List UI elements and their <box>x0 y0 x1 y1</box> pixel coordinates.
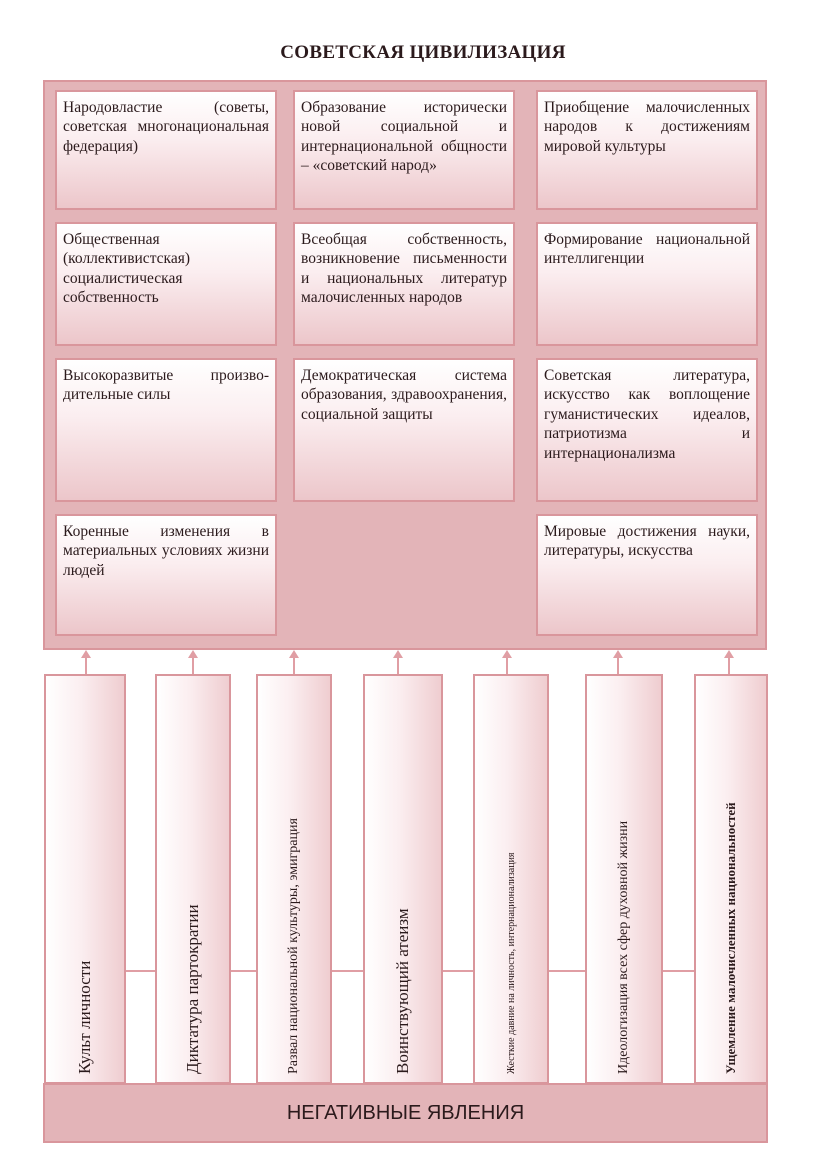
achievement-cell-c3r3: Советская литература, искусство как воплощение гуманистических идеалов, патриотизма и интернационализма <box>536 358 758 502</box>
negative-label: Диктатура партократии <box>182 904 202 1074</box>
negative-column-5 <box>473 674 549 1084</box>
achievement-cell-c1r2: Общественная (коллективистская) социалистическая собственность <box>55 222 277 346</box>
negative-column-4 <box>363 674 443 1084</box>
arrow-stem <box>728 657 730 675</box>
arrow-stem <box>293 657 295 675</box>
diagram-title: СОВЕТСКАЯ ЦИВИЛИЗАЦИЯ <box>280 42 566 63</box>
negative-label: Жесткие давние на личность, интернационализация <box>505 852 517 1074</box>
achievement-cell-c1r1: Народовластие (советы, советская многонациональная федерация) <box>55 90 277 210</box>
achievement-cell-c1r4: Коренные изменения в материальных условиях жизни людей <box>55 514 277 636</box>
negative-column-6 <box>585 674 663 1084</box>
arrow-stem <box>85 657 87 675</box>
arrow-stem <box>617 657 619 675</box>
arrow-stem <box>192 657 194 675</box>
negative-label: Воинствующий атеизм <box>392 908 412 1074</box>
achievement-cell-c3r1: Приобщение малочисленных народов к достижениям мировой культуры <box>536 90 758 210</box>
achievement-cell-c2r3: Демократическая система образования, здравоохранения, социальной защиты <box>293 358 515 502</box>
achievement-cell-c3r2: Формирование национальной интеллигенции <box>536 222 758 346</box>
negative-label: Развал национальной культуры, эмиграция <box>285 818 301 1074</box>
achievement-cell-c2r2: Всеобщая собственность, возникновение письменности и национальных литератур малочисленных народов <box>293 222 515 346</box>
negative-label: Культ личности <box>74 960 94 1074</box>
arrow-stem <box>506 657 508 675</box>
negative-column-1 <box>44 674 126 1084</box>
negative-column-2 <box>155 674 231 1084</box>
negative-label: Идеологизация всех сфер духовной жизни <box>615 820 631 1074</box>
achievement-cell-c1r3: Высокоразвитые произво-дительные силы <box>55 358 277 502</box>
achievement-cell-c2r1: Образование исторически новой социальной и интернациональной общности – «советский народ» <box>293 90 515 210</box>
negative-column-7 <box>694 674 768 1084</box>
negative-column-3 <box>256 674 332 1084</box>
achievement-cell-c3r4: Мировые достижения науки, литературы, искусства <box>536 514 758 636</box>
arrow-stem <box>397 657 399 675</box>
negative-label: Ущемление малочисленных национальностей <box>723 802 739 1074</box>
negatives-label-box <box>43 1083 768 1143</box>
negatives-label: НЕГАТИВНЫЕ ЯВЛЕНИЯ <box>286 1101 525 1124</box>
